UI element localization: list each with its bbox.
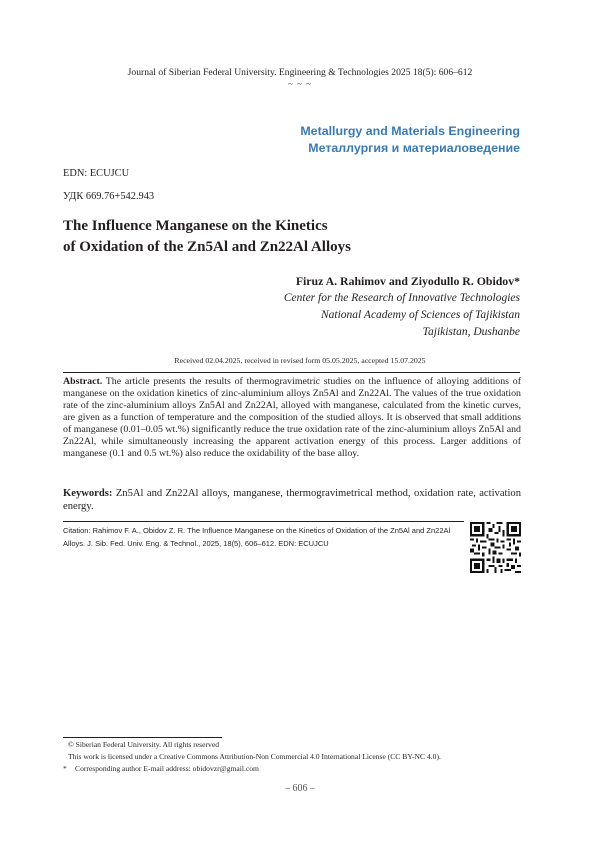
article-title-line-2: of Oxidation of the Zn5Al and Zn22Al Alloys [63, 239, 351, 255]
edn-id: EDN: ECUJCU [63, 168, 130, 179]
affiliation-line-2: National Academy of Sciences of Tajikistan [321, 309, 520, 321]
corresponding-author-text: Corresponding author E-mail address: obidovzr@gmail.com [75, 764, 259, 773]
keywords-label: Keywords: [63, 488, 113, 499]
abstract [63, 376, 521, 460]
abstract-label: Abstract. [63, 376, 103, 387]
affiliation-line-3: Tajikistan, Dushanbe [422, 326, 520, 338]
divider [63, 372, 520, 373]
authors: Firuz A. Rahimov and Ziyodullo R. Obidov* [295, 274, 520, 288]
qr-code-icon [470, 522, 521, 573]
udk-code: УДК 669.76+542.943 [63, 191, 155, 202]
article-title-line-1: The Influence Manganese on the Kinetics [63, 218, 328, 234]
received-dates: Received 02.04.2025, received in revised form 05.05.2025, accepted 15.07.2025 [174, 356, 426, 365]
section-title-ru: Металлургия и материаловедение [308, 141, 520, 155]
corresponding-author-note [63, 764, 259, 773]
keywords-text: Zn5Al and Zn22Al alloys, manganese, thermogravimetrical method, oxidation rate, activation energy. [63, 488, 522, 512]
citation: Citation: Rahimov F. A., Obidov Z. R. The Influence Manganese on the Kinetics of Oxidation of the Zn5Al and Zn22Al Alloys. J. Sib. Fed. Univ. Eng. & Technol., 2025, 18(5), 606–612. EDN: ECUJCU [63, 526, 451, 548]
section-title-en: Metallurgy and Materials Engineering [300, 124, 520, 138]
page-number: – 606 – [285, 783, 315, 794]
journal-header: Journal of Siberian Federal University. Engineering & Technologies 2025 18(5): 606–612 [127, 67, 473, 78]
footnote-divider [63, 737, 222, 738]
citation-divider [63, 521, 464, 522]
abstract-text: The article presents the results of thermogravimetric studies on the influence of alloying additions of manganese on the oxidation kinetics of zinc-aluminium alloys Zn5Al and Zn22Al. The values of the true oxidation rate of the zinc-aluminium alloys Zn5Al and Zn22Al, alloyed with manganese, calculated from the kinetic curves, are given as a function of temperature and the composition of the studied alloys. It is observed that small additions of manganese (0.01–0.05 wt.%) significantly reduce the true oxidation rate of the zinc-aluminium alloys Zn5Al and Zn22Al, while simultaneously increasing the apparent activation energy of this process. Larger additions of manganese (0.1 and 0.5 wt.%) also reduce the oxidability of the base alloy. [63, 376, 521, 460]
copyright-note: © Siberian Federal University. All rights reserved [68, 740, 219, 749]
footnote-marker: * [63, 764, 67, 773]
header-ornament: ~ ~ ~ [287, 79, 313, 89]
license-note: This work is licensed under a Creative Commons Attribution-Non Commercial 4.0 International License (CC BY-NC 4.0). [68, 752, 441, 761]
keywords [63, 487, 521, 513]
affiliation-line-1: Center for the Research of Innovative Technologies [283, 292, 520, 304]
